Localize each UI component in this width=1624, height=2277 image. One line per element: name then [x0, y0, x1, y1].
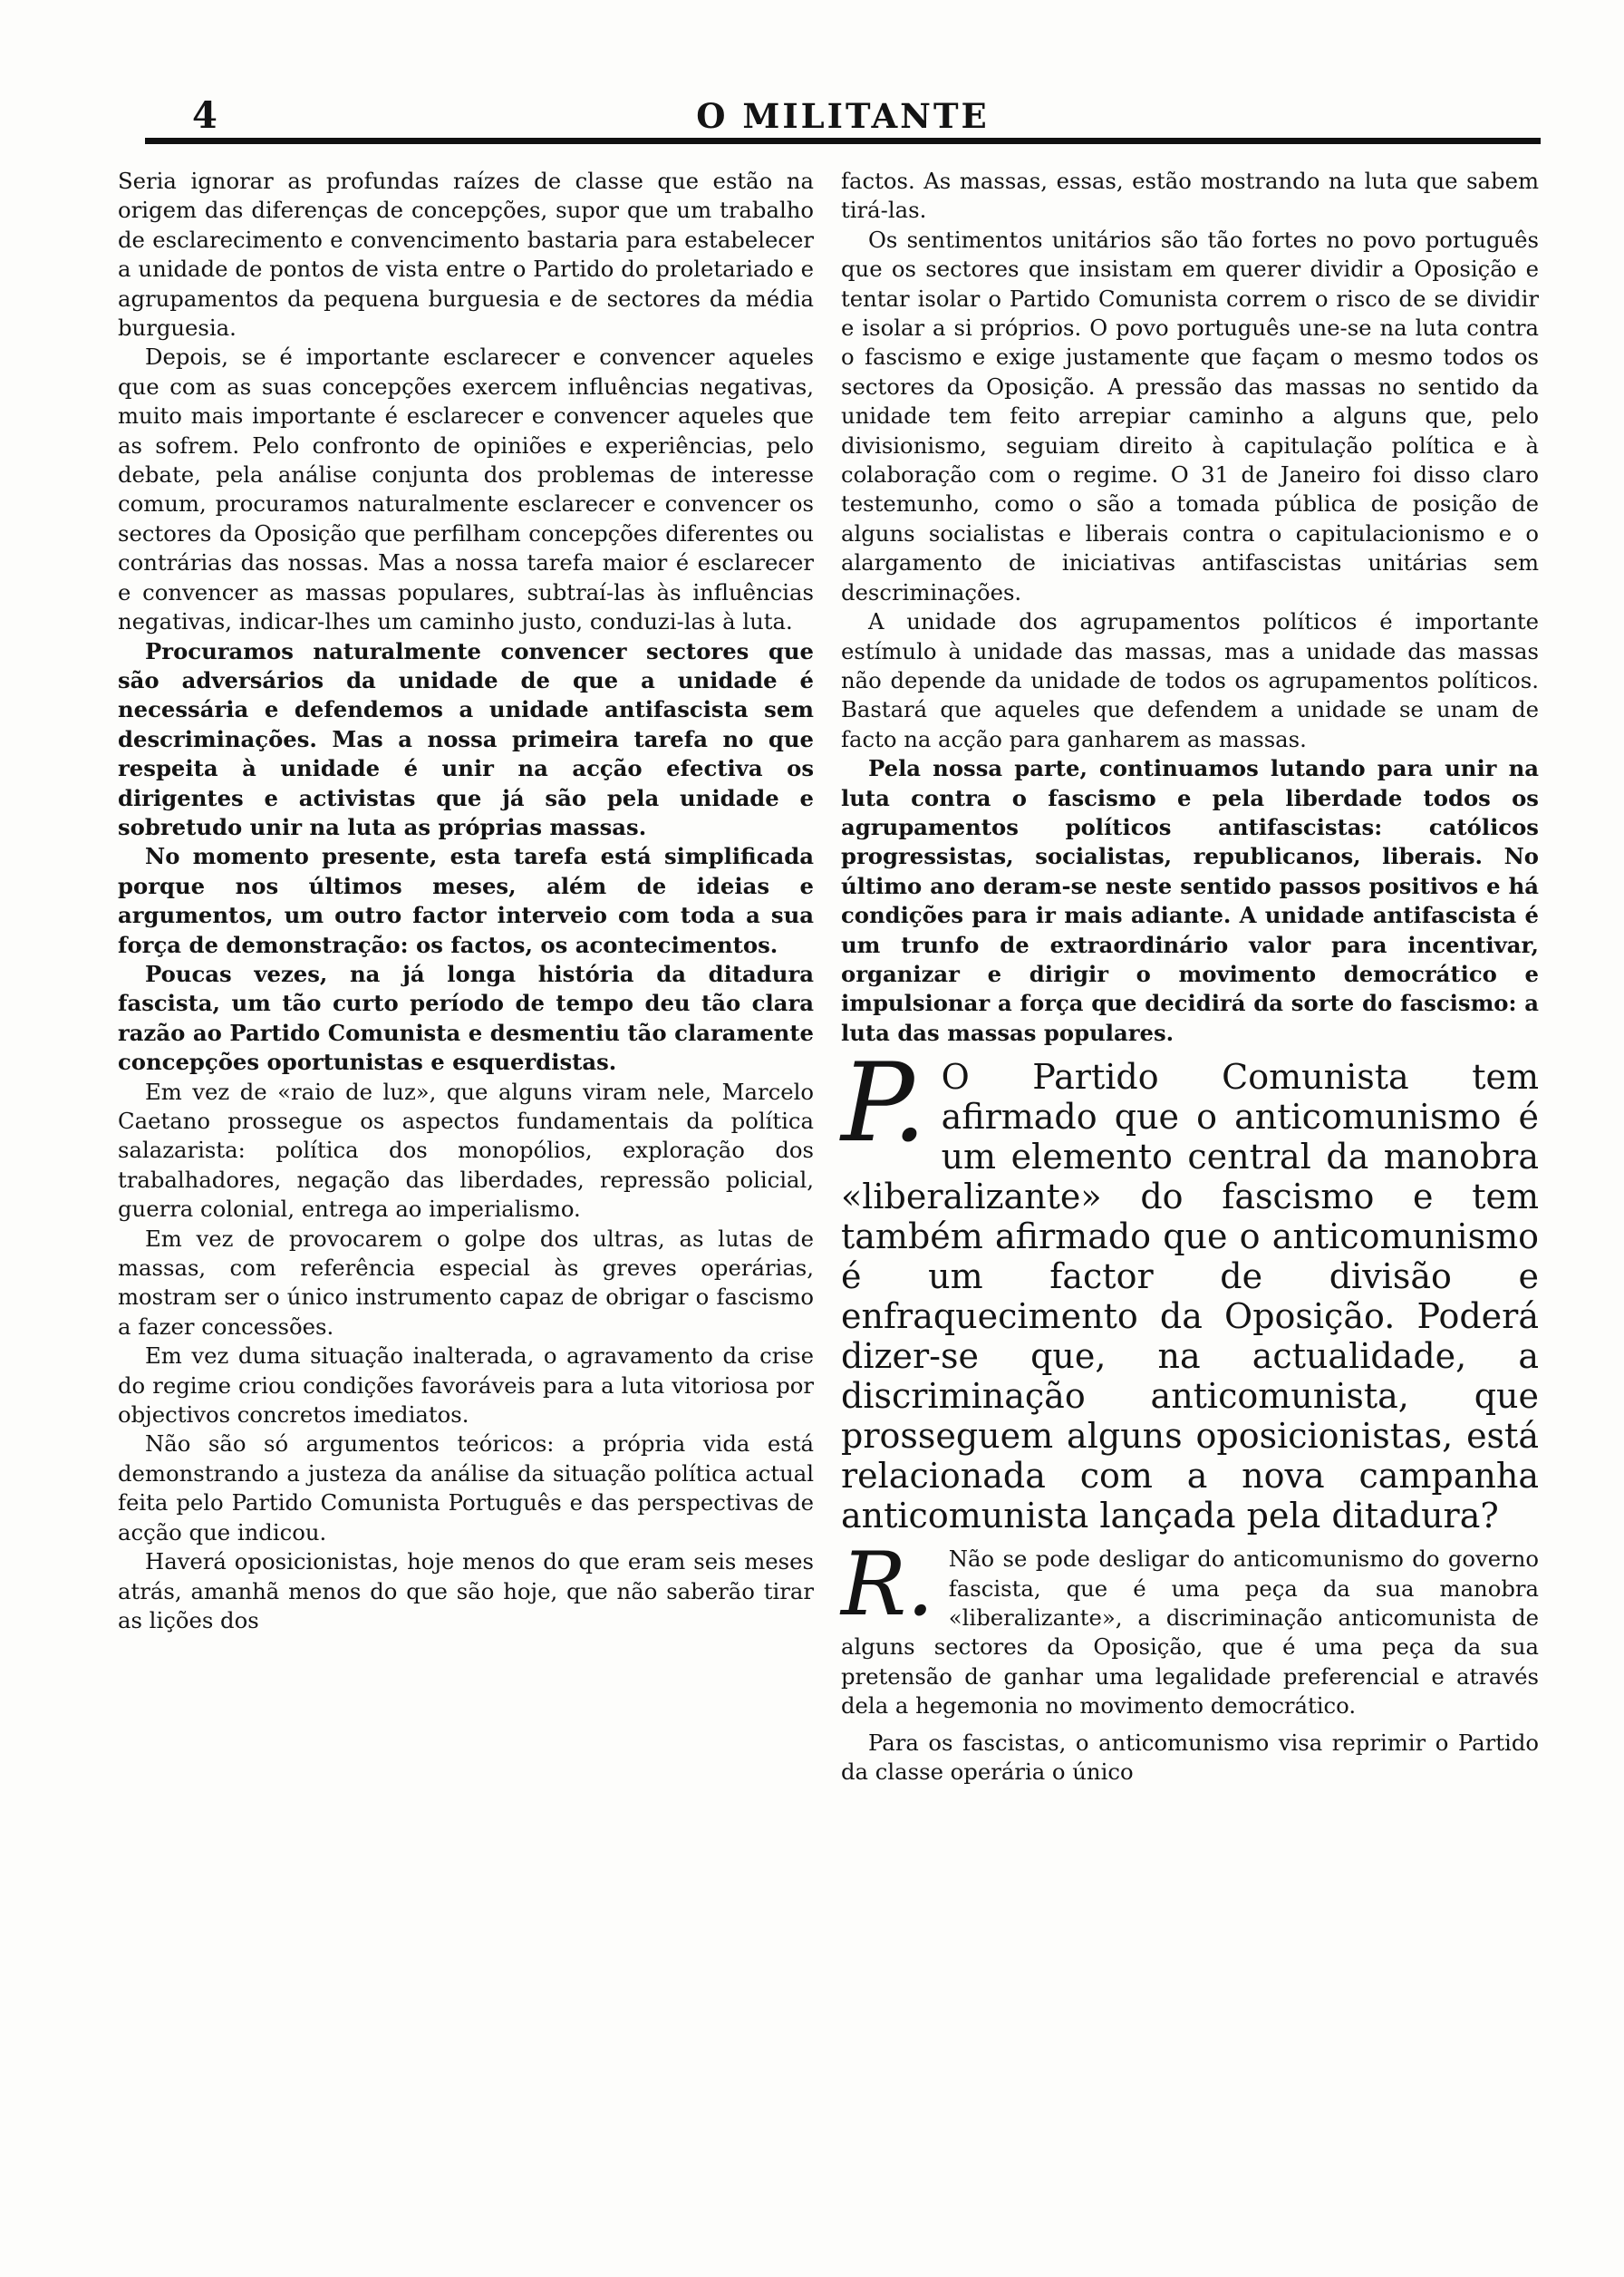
question-drop-letter: P.: [841, 1041, 927, 1168]
answer-block: [841, 1534, 1539, 1720]
header-rule: [145, 138, 1541, 144]
paragraph: Pela nossa parte, continuamos lutando para unir na luta contra o fascismo e pela liberdade todos os agrupamentos políticos antifascistas: católicos progressistas, socialistas, republicanos, liberais. No último ano deram-se neste sentido passos positivos e há condições para ir mais adiante. A unidade antifascista é um trunfo de extraordinário valor para incentivar, organizar e dirigir o movimento democrático e impulsionar a força que decidirá da sorte do fascismo: a luta das massas populares.: [841, 755, 1539, 1046]
answer-text: Não se pode desligar do anticomunismo do governo fascista, que é uma peça da sua manobra «liberalizante», a discriminação anticomunista de alguns sectores da Oposição, que é uma peça da sua pretensão de ganhar uma legalidade preferencial e através dela a hegemonia no movimento democrático.: [841, 1545, 1539, 1720]
right-column: [841, 167, 1539, 1787]
paragraph: Poucas vezes, na já longa história da ditadura fascista, um tão curto período de tempo deu tão clara razão ao Partido Comunista e desmentiu tão claramente concepções oportunistas e esquerdistas.: [118, 960, 814, 1076]
paragraph: Seria ignorar as profundas raízes de classe que estão na origem das diferenças de concepções, supor que um trabalho de esclarecimento e convencimento bastaria para estabelecer a unidade de pontos de vista entre o Partido do proletariado e agrupamentos da pequena burguesia e de sectores da média burguesia.: [118, 168, 814, 342]
paragraph: Os sentimentos unitários são tão fortes no povo português que os sectores que insistam em querer dividir a Oposição e tentar isolar o Partido Comunista correm o risco de se dividir e isolar a si próprios. O povo português une-se na luta contra o fascismo e exige justamente que façam o mesmo todos os sectores da Oposição. A pressão das massas no sentido da unidade tem feito arrepiar caminho a alguns que, pelo divisionismo, seguiam direito à capitulação política e à colaboração com o regime. O 31 de Janeiro foi disso claro testemunho, como o são a tomada pública de posição de alguns socialistas e liberais contra o capitulacionismo e o alargamento de iniciativas antifascistas unitárias sem descriminações.: [841, 226, 1539, 606]
paragraph: Não são só argumentos teóricos: a própria vida está demonstrando a justeza da análise da situação política actual feita pelo Partido Comunista Português e das perspectivas de acção que indicou.: [118, 1430, 814, 1545]
page-number: 4: [192, 94, 218, 137]
left-column: [118, 167, 814, 1635]
paragraph: Em vez de provocarem o golpe dos ultras, as lutas de massas, com referência especial às greves operárias, mostram ser o único instrumento capaz de obrigar o fascismo a fazer concessões.: [118, 1225, 814, 1340]
paragraph: Em vez duma situação inalterada, o agravamento da crise do regime criou condições favoráveis para a luta vitoriosa por objectivos concretos imediatos.: [118, 1342, 814, 1429]
paragraph: Depois, se é importante esclarecer e convencer aqueles que com as suas concepções exercem influências negativas, muito mais importante é esclarecer e convencer aqueles que as sofrem. Pelo confronto de opiniões e experiências, pelo debate, pela análise conjunta dos problemas de interesse comum, procuramos naturalmente esclarecer e convencer os sectores da Oposição que perfilham concepções diferentes ou contrárias das nossas. Mas a nossa tarefa maior é esclarecer e convencer as massas populares, subtraí-las às influências negativas, indicar-lhes um caminho justo, conduzi-las à luta.: [118, 344, 814, 635]
question-text: O Partido Comunista tem afirmado que o anticomunismo é um elemento central da manobra «liberalizante» do fascismo e tem também afirmado que o anticomunismo é um factor de divisão e enfraquecimento da Oposição. Poderá dizer-se que, na actualidade, a discriminação anticomunista, que prosseguem alguns oposicionistas, está relacionada com a nova campanha anticomunista lançada pela ditadura?: [841, 1057, 1539, 1536]
page-header: [145, 89, 1541, 140]
answer-drop-letter: R.: [841, 1534, 934, 1636]
paragraph: factos. As massas, essas, estão mostrando na luta que sabem tirá-las.: [841, 168, 1539, 224]
question-block: [841, 1041, 1539, 1536]
paragraph: Para os fascistas, o anticomunismo visa reprimir o Partido da classe operária o único: [841, 1729, 1539, 1786]
paragraph: Haverá oposicionistas, hoje menos do que eram seis meses atrás, amanhã menos do que são hoje, que não saberão tirar as lições dos: [118, 1548, 814, 1633]
paragraph: Procuramos naturalmente convencer sectores que são adversários da unidade de que a unidade é necessária e defendemos a unidade antifascista sem descriminações. Mas a nossa primeira tarefa no que respeita à unidade é unir na acção efectiva os dirigentes e activistas que já são pela unidade e sobretudo unir na luta as próprias massas.: [118, 637, 814, 840]
paragraph: Em vez de «raio de luz», que alguns viram nele, Marcelo Caetano prossegue os aspectos fundamentais da política salazarista: política dos monopólios, exploração dos trabalhadores, negação das liberdades, repressão policial, guerra colonial, entrega ao imperialismo.: [118, 1078, 814, 1223]
paragraph: No momento presente, esta tarefa está simplificada porque nos últimos meses, além de ideias e argumentos, um outro factor interveio com toda a sua força de demonstração: os factos, os acontecimentos.: [118, 843, 814, 958]
newspaper-title: O MILITANTE: [696, 96, 990, 136]
paragraph: A unidade dos agrupamentos políticos é importante estímulo à unidade das massas, mas a unidade das massas não depende da unidade de todos os agrupamentos políticos. Bastará que aqueles que defendem a unidade se unam de facto na acção para ganharem as massas.: [841, 608, 1539, 752]
